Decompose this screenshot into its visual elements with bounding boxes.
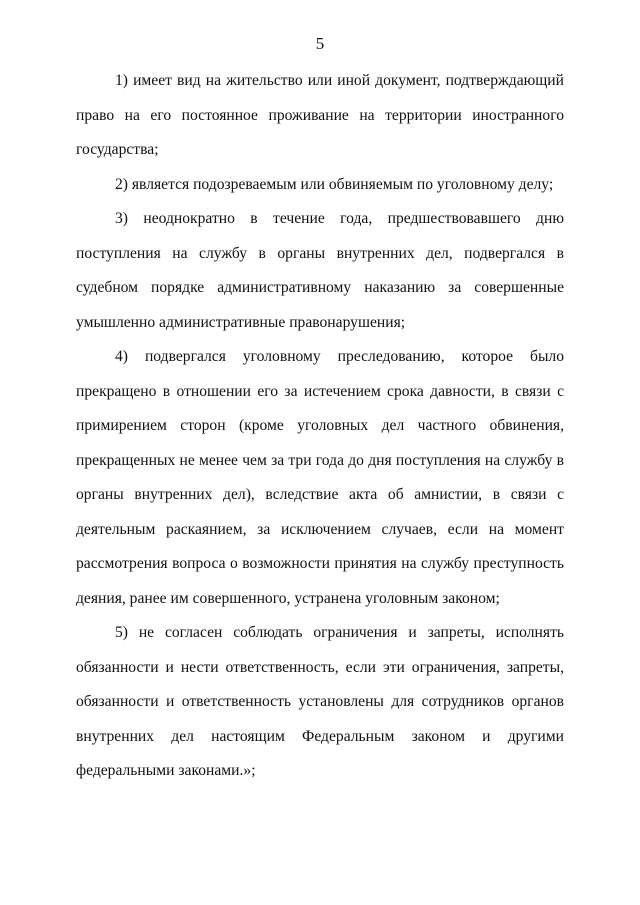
paragraph-item-3: 3) неоднократно в течение года, предшествовавшего дню поступления на службу в органы внутренних дел, подвергался в судебном порядке административному наказанию за совершенные умышленно административные правонарушения; bbox=[76, 210, 564, 331]
paragraph-item-5: 5) не согласен соблюдать ограничения и запреты, исполнять обязанности и нести ответственность, если эти ограничения, запреты, обязанности и ответственность установлены для сотрудников органов внутренних дел настоящим Федеральным законом и другими федеральными законами.»; bbox=[76, 624, 564, 779]
page-number: 5 bbox=[315, 34, 325, 53]
paragraph-item-2: 2) является подозреваемым или обвиняемым по уголовному делу; bbox=[115, 175, 554, 193]
paragraph-item-4: 4) подвергался уголовному преследованию, которое было прекращено в отношении его за истечением срока давности, в связи с примирением сторон (кроме уголовных дел частного обвинения, прекращенных не менее чем за три года до дня поступления на службу в органы внутренних дел), вследствие акта об амнистии, в связи с деятельным раскаянием, за исключением случаев, если на момент рассмотрения вопроса о возможности принятия на службу преступность деяния, ранее им совершенного, устранена уголовным законом; bbox=[76, 348, 564, 607]
document-body bbox=[76, 64, 564, 789]
paragraph-item-1: 1) имеет вид на жительство или иной документ, подтверждающий право на его постоянное проживание на территории иностранного государства; bbox=[76, 72, 564, 158]
